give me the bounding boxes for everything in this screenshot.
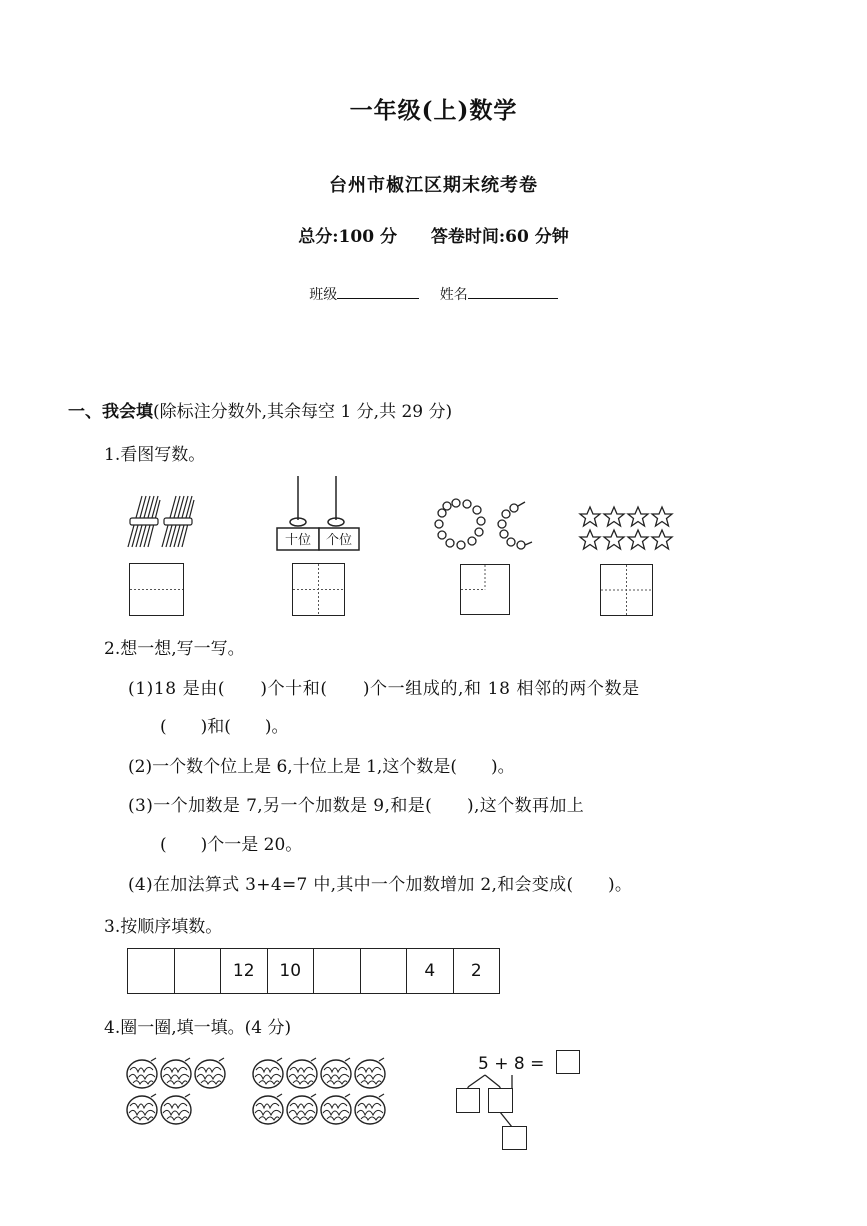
exam-subtitle: 台州市椒江区期末统考卷	[329, 175, 538, 196]
exam-meta	[0, 222, 867, 247]
split-box-right[interactable]	[488, 1088, 513, 1113]
q2-item-1: (1)18 是由( )个十和( )个一组成的,和 18 相邻的两个数是	[128, 679, 640, 699]
exam-time: 答卷时间:60 分钟	[430, 227, 569, 247]
section-note: (除标注分数外,其余每空 1 分,共 29 分)	[153, 402, 453, 422]
abacus-ones-label: 个位	[325, 533, 353, 548]
sequence-cell[interactable]	[314, 949, 361, 993]
answer-box-2[interactable]	[292, 563, 345, 616]
sequence-cell: 10	[268, 949, 315, 993]
q2-item-3-cont: ( )个一是 20。	[160, 835, 303, 855]
name-label: 姓名	[439, 287, 468, 303]
q2-item-1-cont: ( )和( )。	[160, 717, 289, 737]
section-heading	[68, 397, 452, 422]
class-field[interactable]	[337, 284, 419, 299]
q4-equation: 5 + 8 =	[478, 1054, 545, 1074]
abacus-tens-label: 十位	[284, 533, 312, 548]
split-box-left[interactable]	[456, 1088, 480, 1113]
student-fields	[0, 284, 867, 304]
sequence-cell[interactable]	[361, 949, 408, 993]
sum-answer-box[interactable]	[556, 1050, 580, 1074]
stick-bundles-icon	[124, 492, 194, 552]
sequence-cell: 2	[470, 961, 482, 981]
sequence-cell[interactable]	[175, 949, 222, 993]
result-box[interactable]	[502, 1126, 527, 1150]
answer-box-1[interactable]	[129, 563, 184, 616]
page-title: 一年级(上)数学	[349, 97, 518, 124]
q2-item-3: (3)一个加数是 7,另一个加数是 9,和是( ),这个数再加上	[128, 796, 585, 816]
q2-item-2: (2)一个数个位上是 6,十位上是 1,这个数是( )。	[128, 757, 515, 777]
sequence-cell: 12	[221, 949, 268, 993]
class-label: 班级	[309, 287, 338, 303]
section-title: 一、我会填	[68, 402, 153, 422]
sequence-cell: 4	[407, 949, 454, 993]
sequence-cell[interactable]	[128, 949, 175, 993]
q2-item-4: (4)在加法算式 3+4=7 中,其中一个加数增加 2,和会变成( )。	[128, 875, 633, 895]
abacus-icon	[274, 474, 364, 554]
q4-title: 4.圈一圈,填一填。(4 分)	[104, 1018, 292, 1038]
answer-box-3[interactable]	[460, 564, 510, 615]
q3-title: 3.按顺序填数。	[104, 917, 223, 937]
watermelons-icon	[126, 1054, 396, 1130]
sequence-boxes	[127, 948, 500, 994]
name-field[interactable]	[468, 284, 558, 299]
stars-icon	[579, 506, 675, 552]
total-score: 总分:100 分	[298, 227, 397, 247]
bead-strings-icon	[434, 498, 544, 554]
answer-box-4[interactable]	[600, 564, 653, 616]
q1-title: 1.看图写数。	[104, 445, 206, 465]
q2-title: 2.想一想,写一写。	[104, 639, 245, 659]
